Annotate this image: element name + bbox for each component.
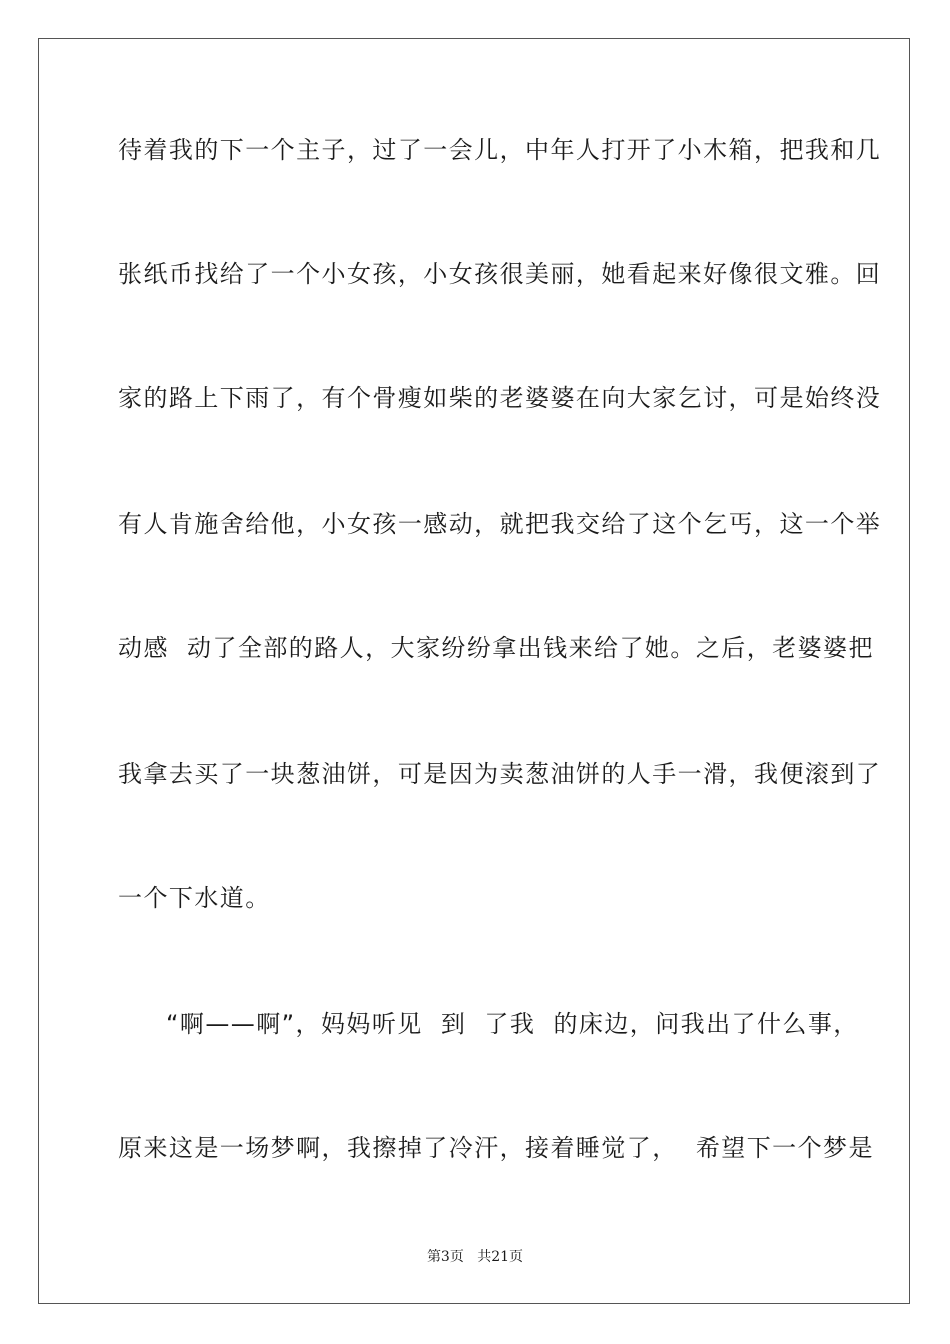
text-line-3: 家的路上下雨了，有个骨瘦如柴的老婆婆在向大家乞讨，可是始终没	[118, 384, 882, 412]
page-footer	[0, 1246, 950, 1266]
text-line-1: 待着我的下一个主子，过了一会儿，中年人打开了小木箱，把我和几	[118, 136, 882, 164]
page-number: 第3页	[426, 1249, 464, 1265]
page-total: 共21页	[477, 1249, 524, 1265]
text-line-6: 我拿去买了一块葱油饼，可是因为卖葱油饼的人手一滑，我便滚到了	[118, 760, 882, 788]
text-line-4: 有人肯施舍给他，小女孩一感动，就把我交给了这个乞丐，这一个举	[118, 510, 882, 538]
text-line-7: 一个下水道。	[118, 884, 271, 912]
text-line-2: 张纸币找给了一个小女孩，小女孩很美丽，她看起来好像很文雅。回	[118, 260, 882, 288]
text-line-8: “啊——啊”，妈妈听见 到 了我 的床边，问我出了什么事，	[166, 1010, 859, 1038]
text-line-9: 原来这是一场梦啊，我擦掉了冷汗，接着睡觉了， 希望下一个梦是	[118, 1134, 874, 1162]
text-line-5: 动感 动了全部的路人，大家纷纷拿出钱来给了她。之后，老婆婆把	[118, 634, 874, 662]
page-frame	[38, 38, 910, 1304]
